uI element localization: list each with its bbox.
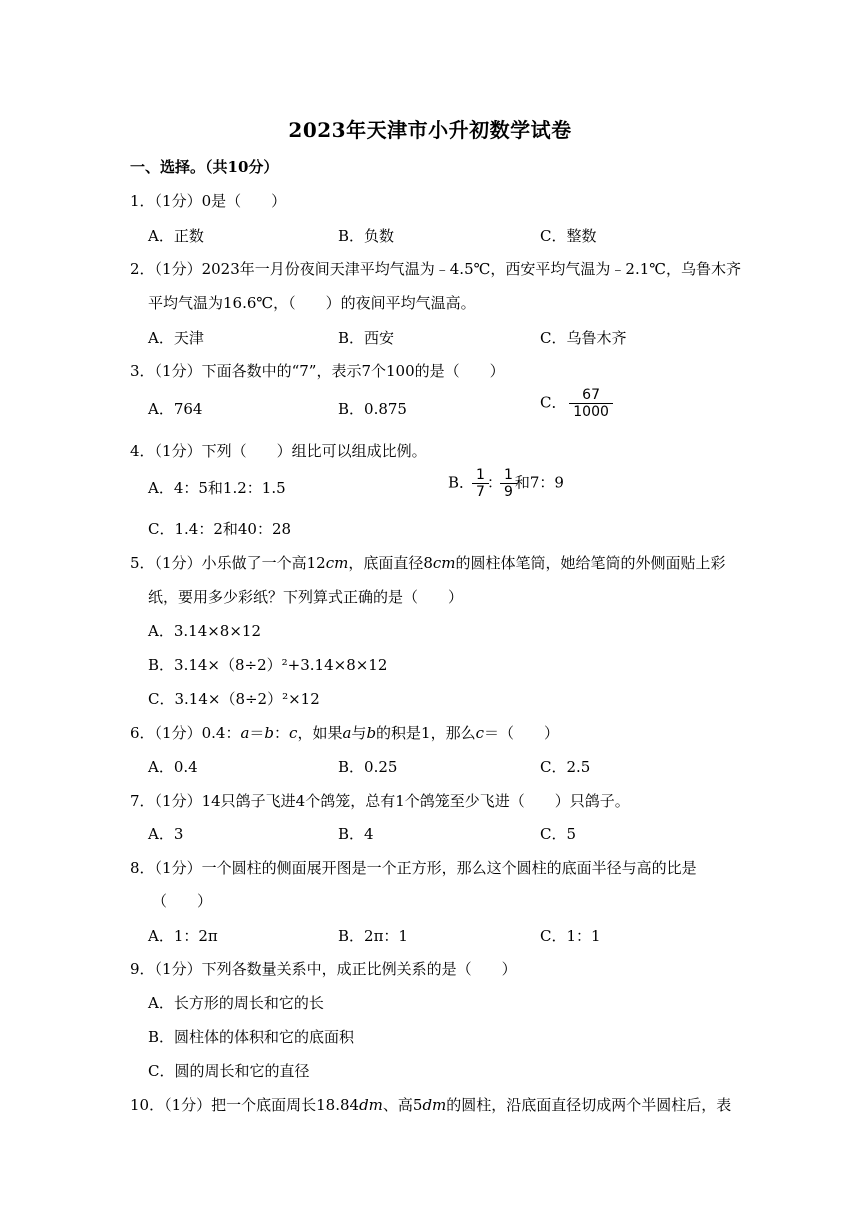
question-2-cont: 平均气温为16.6℃，（ ）的夜间平均气温高。 [148,294,476,312]
q8-option-c[interactable]: C．1：1 [540,927,601,945]
q7-option-b[interactable]: B．4 [338,825,374,843]
exam-title: 2023年天津市小升初数学试卷 [288,118,572,142]
q4-option-c[interactable]: C．1.4：2和40：28 [148,520,292,538]
question-6: 6．（1分）0.4：a＝b：c，如果a与b的积是1，那么c＝（ ） [130,724,560,742]
q7-option-c[interactable]: C．5 [540,825,577,843]
q3-option-c[interactable] [540,387,611,420]
question-8: 8．（1分）一个圆柱的侧面展开图是一个正方形，那么这个圆柱的底面半径与高的比是 [130,859,697,877]
question-5: 5．（1分）小乐做了一个高12cm，底面直径8cm的圆柱体笔筒，她给笔筒的外侧面贴上彩 [130,554,726,572]
question-10: 10．（1分）把一个底面周长18.84dm、高5dm的圆柱，沿底面直径切成两个半圆柱后，表 [130,1096,732,1114]
q8-option-b[interactable]: B．2π：1 [338,927,408,945]
q1-option-c[interactable]: C．整数 [540,227,597,245]
q2-option-c[interactable]: C．乌鲁木齐 [540,329,627,347]
q5-option-a[interactable]: A．3.14×8×12 [148,622,261,640]
question-8-cont: （ ） [152,892,213,910]
section-heading: 一、选择。（共10分） [130,158,279,176]
q3-fraction-den: 1000 [573,404,609,420]
question-7: 7．（1分）14只鸽子飞进4个鸽笼，总有1个鸽笼至少飞进（ ）只鸽子。 [130,792,630,810]
question-4: 4．（1分）下列（ ）组比可以组成比例。 [130,442,427,460]
q4-fraction-1: $\frac{1}{7}$ [474,467,487,500]
q5-option-b[interactable]: B．3.14×（8÷2）²+3.14×8×12 [148,656,388,674]
q5-option-c[interactable]: C．3.14×（8÷2）²×12 [148,690,320,708]
q6-option-a[interactable]: A．0.4 [148,758,198,776]
q4-option-b-suffix: 和7：9 [514,473,564,492]
q2-option-b[interactable]: B．西安 [338,329,395,347]
question-5-cont: 纸，要用多少彩纸？下列算式正确的是（ ） [148,588,464,606]
q9-option-b[interactable]: B．圆柱体的体积和它的底面积 [148,1028,355,1046]
q6-option-b[interactable]: B．0.25 [338,758,398,776]
q4-separator: ： [486,473,502,492]
q4-option-b-prefix: B． [448,473,475,492]
q8-option-a[interactable]: A．1：2π [148,927,218,945]
q4-fraction-2: $\frac{1}{9}$ [502,467,515,500]
q3-fraction-num: 67 [582,387,600,403]
q9-option-a[interactable]: A．长方形的周长和它的长 [148,994,324,1012]
q9-option-c[interactable]: C．圆的周长和它的直径 [148,1062,310,1080]
question-9: 9．（1分）下列各数量关系中，成正比例关系的是（ ） [130,960,517,978]
q3-option-c-prefix: C． [540,393,567,412]
question-3: 3．（1分）下面各数中的“7”，表示7个100的是（ ） [130,362,505,380]
q4-option-a[interactable]: A．4：5和1.2：1.5 [148,479,286,497]
q3-option-b[interactable]: B．0.875 [338,400,407,418]
question-2: 2．（1分）2023年一月份夜间天津平均气温为﹣4.5℃，西安平均气温为﹣2.1℃，乌鲁木齐 [130,260,742,278]
q1-option-b[interactable]: B．负数 [338,227,395,245]
q3-option-a[interactable]: A．764 [148,400,203,418]
q6-option-c[interactable]: C．2.5 [540,758,591,776]
question-1: 1．（1分）0是（ ） [130,192,287,210]
q1-option-a[interactable]: A．正数 [148,227,204,245]
q2-option-a[interactable]: A．天津 [148,329,204,347]
q7-option-a[interactable]: A．3 [148,825,184,843]
q4-option-b[interactable] [448,467,564,500]
q3-fraction [571,387,611,420]
